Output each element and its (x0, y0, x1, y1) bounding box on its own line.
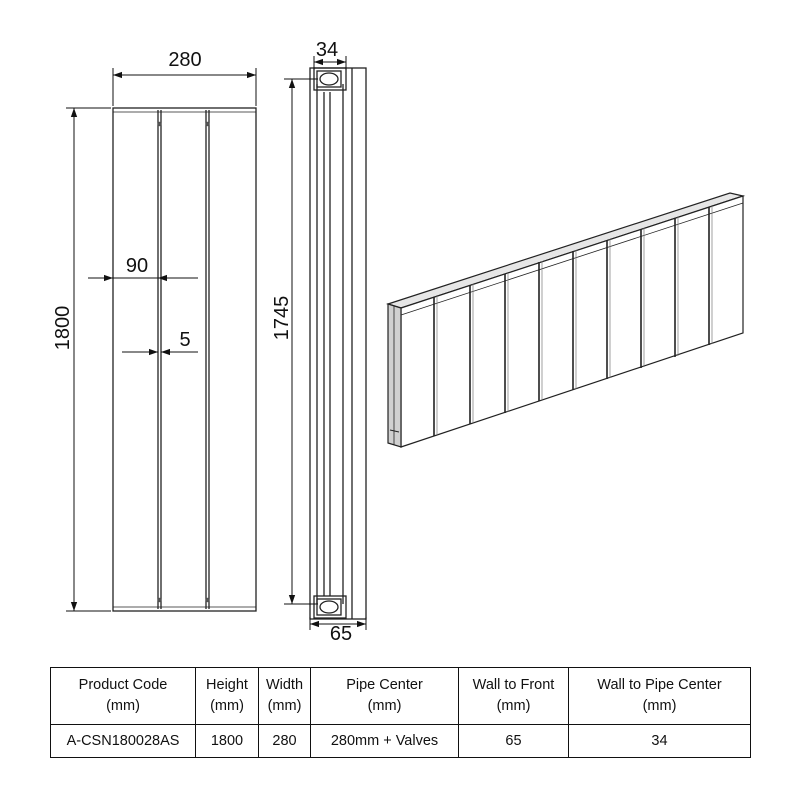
height-dimension (66, 108, 111, 611)
cell-product-code: A-CSN180028AS (51, 725, 196, 758)
header-wall-to-pipe-center: Wall to Pipe Center (mm) (569, 668, 751, 725)
header-width: Width (mm) (259, 668, 311, 725)
width-label: 280 (168, 49, 202, 71)
radiator-front-outline (113, 108, 256, 611)
wall-to-front-label: 65 (329, 623, 353, 645)
header-pipe-center: Pipe Center (mm) (311, 668, 459, 725)
radiator-side-outline (310, 68, 366, 619)
gap-label: 5 (179, 329, 191, 351)
cell-height: 1800 (196, 725, 259, 758)
spec-table (50, 667, 751, 758)
isometric-view (388, 193, 743, 447)
panel-width-label: 90 (125, 255, 149, 277)
pipe-length-label: 1745 (271, 295, 293, 341)
front-view (113, 108, 256, 611)
table-header-row (51, 668, 751, 725)
header-wall-to-front: Wall to Front (mm) (459, 668, 569, 725)
cell-pipe-center: 280mm + Valves (311, 725, 459, 758)
depth-label: 34 (315, 39, 339, 61)
header-product-code: Product Code (mm) (51, 668, 196, 725)
cell-wall-to-pipe-center: 34 (569, 725, 751, 758)
cell-width: 280 (259, 725, 311, 758)
side-view (310, 68, 366, 619)
cell-wall-to-front: 65 (459, 725, 569, 758)
height-label: 1800 (52, 305, 74, 351)
pipe-length-dimension (284, 79, 318, 604)
width-dimension (113, 68, 256, 106)
header-height: Height (mm) (196, 668, 259, 725)
table-row (51, 725, 751, 758)
